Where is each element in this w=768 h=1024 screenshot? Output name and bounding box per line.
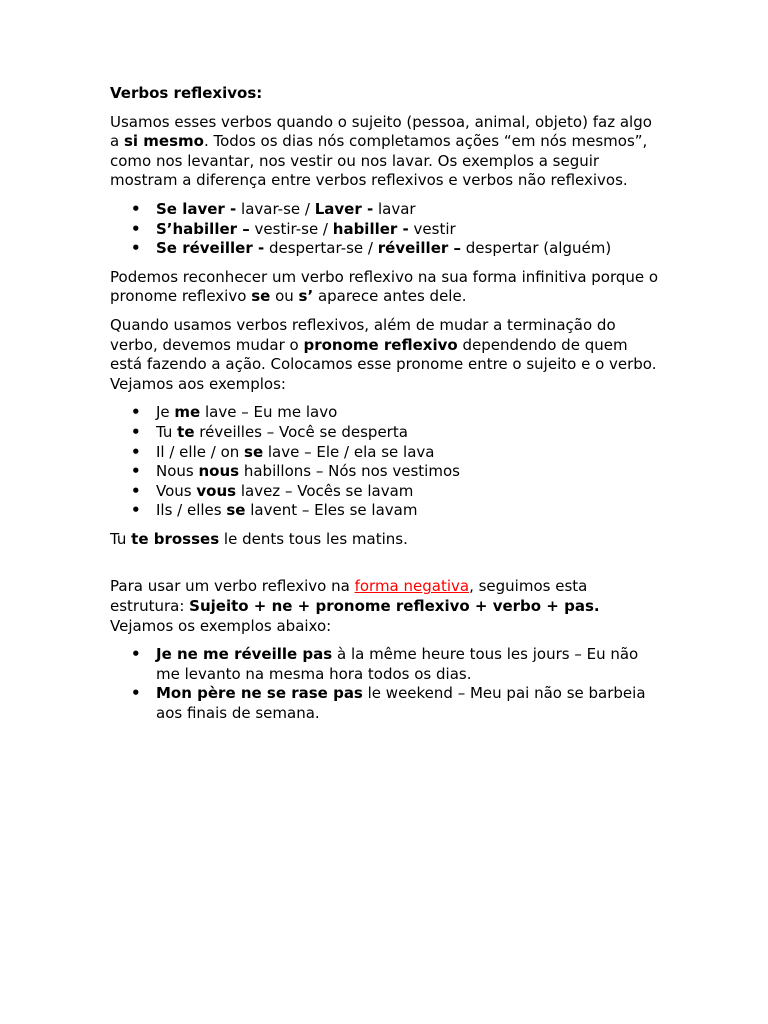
- paragraph-text: aparece antes dele.: [313, 287, 467, 306]
- verb-translation: lave – Eu me lavo: [200, 403, 338, 422]
- nonreflexive-verb: Laver -: [314, 199, 374, 218]
- negative-phrase: Mon père ne se rase pas: [156, 684, 363, 703]
- paragraph-text: le dents tous les matins.: [219, 529, 408, 548]
- negative-examples-list: [110, 645, 660, 723]
- pronoun: vous: [196, 481, 237, 500]
- bold-s: s’: [298, 287, 314, 306]
- bold-pronome-reflexivo: pronome reflexivo: [303, 335, 458, 354]
- translation: lavar-se /: [236, 199, 315, 218]
- document-body: [110, 84, 660, 733]
- list-item: [110, 645, 660, 684]
- bold-te-brosses: te brosses: [131, 529, 220, 548]
- list-item: [110, 443, 660, 463]
- verb-translation: lave – Ele / ela se lava: [263, 442, 435, 461]
- list-item: [110, 239, 660, 259]
- section-title: [110, 84, 660, 104]
- forma-negativa-link[interactable]: forma negativa: [354, 577, 470, 596]
- bold-se: se: [251, 287, 271, 306]
- conjugation-list: [110, 403, 660, 521]
- list-item: [110, 200, 660, 220]
- list-item: [110, 462, 660, 482]
- subject: Il / elle / on: [156, 442, 245, 461]
- sentence-translation: à la même heure tous les jours – Eu não me levanto na mesma hora todos os dias.: [156, 645, 639, 683]
- reflexive-verb: S’habiller –: [156, 219, 250, 238]
- translation: despertar (alguém): [461, 239, 612, 258]
- paragraph-text: Tu: [110, 529, 132, 548]
- verb-translation: habillons – Nós nos vestimos: [239, 462, 460, 481]
- subject: Je: [156, 403, 175, 422]
- pronoun: se: [226, 501, 246, 520]
- paragraph-text: dependendo de quem está fazendo a ação. Colocamos esse pronome entre o sujeito e o verbo. Vejamos aos exemplos:: [110, 335, 657, 393]
- subject: Tu: [156, 422, 178, 441]
- intro-text-1: Usamos esses verbos quando o sujeito (pessoa, animal, objeto) faz algo a: [110, 112, 652, 151]
- list-item: [110, 423, 660, 443]
- translation: vestir: [408, 219, 456, 238]
- pronoun: nous: [198, 462, 240, 481]
- list-item: [110, 220, 660, 240]
- translation: lavar: [373, 199, 416, 218]
- pronoun: se: [244, 442, 264, 461]
- subject: Nous: [156, 462, 199, 481]
- intro-bold-si-mesmo: si mesmo: [123, 132, 204, 151]
- infinitive-paragraph: [110, 268, 660, 307]
- sentence-translation: le weekend – Meu pai não se barbeia aos finais de semana.: [156, 684, 646, 723]
- paragraph-text: Podemos reconhecer um verbo reflexivo na sua forma infinitiva porque o pronome reflexivo: [110, 267, 659, 306]
- translation: despertar-se /: [264, 239, 378, 258]
- example-sentence: [110, 530, 660, 550]
- translation: vestir-se /: [249, 219, 333, 238]
- pronoun-paragraph: [110, 316, 660, 394]
- nonreflexive-verb: habiller -: [332, 219, 409, 238]
- pronoun: te: [177, 422, 195, 441]
- intro-paragraph: [110, 113, 660, 191]
- paragraph-text: Vejamos os exemplos abaixo:: [110, 616, 332, 635]
- intro-text-2: . Todos os dias nós completamos ações “em nós mesmos”, como nos levantar, nos vestir ou nos lavar. Os exemplos a seguir mostram a diferença entre verbos reflexivos e verbos não reflexivos.: [110, 132, 648, 190]
- reflexive-verb: Se laver -: [156, 199, 237, 218]
- verb-translation: réveilles – Você se desperta: [194, 422, 408, 441]
- negative-phrase: Je ne me réveille pas: [156, 645, 333, 664]
- negative-form-paragraph: [110, 577, 660, 636]
- list-item: [110, 403, 660, 423]
- paragraph-text: Para usar um verbo reflexivo na: [110, 577, 355, 596]
- verb-translation: lavent – Eles se lavam: [245, 501, 418, 520]
- list-item: [110, 501, 660, 521]
- subject: Vous: [156, 481, 197, 500]
- list-item: [110, 482, 660, 502]
- paragraph-text: ou: [270, 287, 299, 306]
- reflexive-verb: Se réveiller -: [156, 239, 265, 258]
- pronoun: me: [174, 403, 201, 422]
- verb-translation: lavez – Vocês se lavam: [236, 481, 414, 500]
- paragraph-text: , seguimos esta estrutura:: [110, 577, 588, 616]
- reflexive-vs-nonreflexive-list: [110, 200, 660, 259]
- subject: Ils / elles: [156, 501, 227, 520]
- list-item: [110, 684, 660, 723]
- blank-line: [110, 558, 660, 577]
- structure-formula: Sujeito + ne + pronome reflexivo + verbo + pas.: [189, 597, 600, 616]
- nonreflexive-verb: réveiller –: [377, 239, 461, 258]
- section-title-text: Verbos reflexivos:: [110, 84, 263, 102]
- paragraph-text: Quando usamos verbos reflexivos, além de mudar a terminação do verbo, devemos mudar o: [110, 315, 616, 354]
